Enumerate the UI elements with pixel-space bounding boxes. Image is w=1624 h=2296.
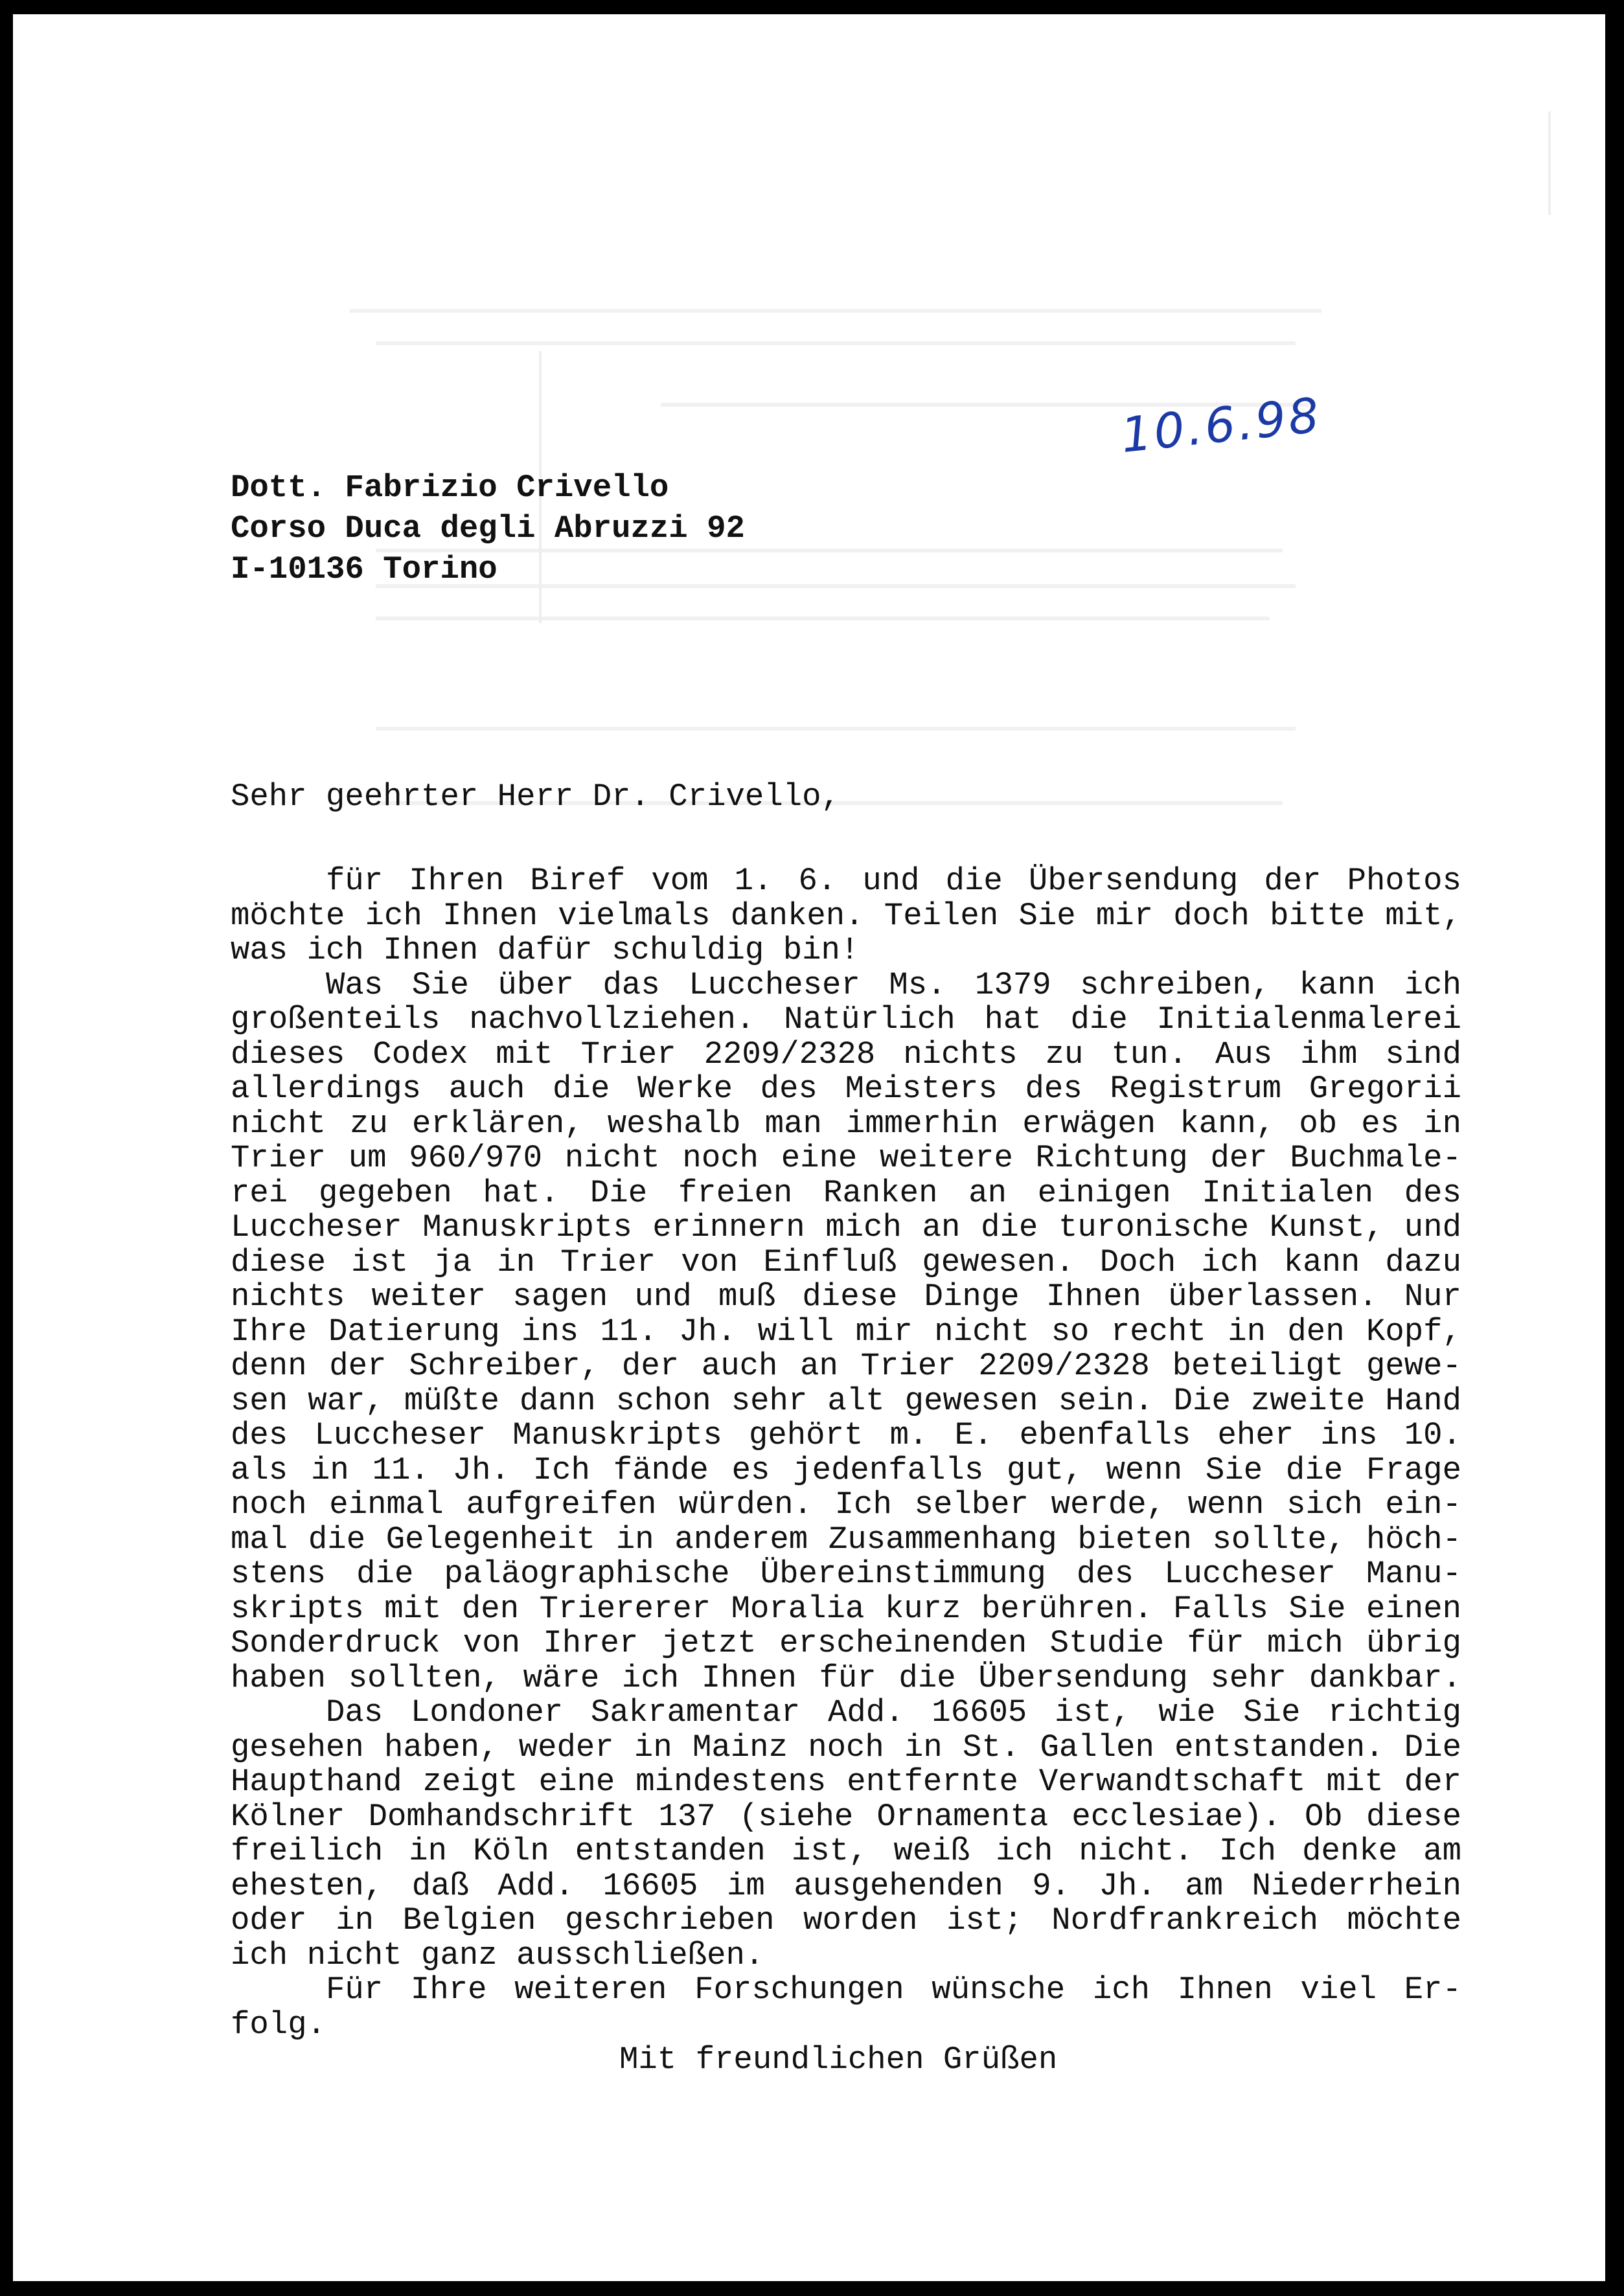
body-line: Haupthand zeigt eine mindestens entfernte Verwandtschaft mit der [231,1764,1461,1800]
body-line: ehesten, daß Add. 16605 im ausgehenden 9. Jh. am Niederrhein [231,1867,1461,1904]
body-line: Sonderdruck von Ihrer jetzt erscheinenden Studie für mich übrig [231,1625,1461,1661]
body-line: rei gegeben hat. Die freien Ranken an einigen Initialen des [231,1174,1461,1211]
body-line: mal die Gelegenheit in anderem Zusammenhang bieten sollte, höch- [231,1521,1461,1558]
body-line: nicht zu erklären, weshalb man immerhin erwägen kann, ob es in [231,1105,1461,1142]
body-line: folg. [231,2006,326,2043]
body-line: oder in Belgien geschrieben worden ist; Nordfrankreich möchte [231,1902,1461,1938]
closing-phrase: Mit freundlichen Grüßen [619,2041,1058,2078]
body-line: möchte ich Ihnen vielmals danken. Teilen Sie mir doch bitte mit, [231,897,1461,934]
body-line: Trier um 960/970 nicht noch eine weitere Richtung der Buchmale- [231,1140,1461,1176]
body-line: dieses Codex mit Trier 2209/2328 nichts zu tun. Aus ihm sind [231,1036,1461,1073]
body-line: freilich in Köln entstanden ist, weiß ich nicht. Ich denke am [231,1833,1461,1869]
body-line: allerdings auch die Werke des Meisters des Registrum Gregorii [231,1071,1461,1107]
body-line: gesehen haben, weder in Mainz noch in St. Gallen entstanden. Die [231,1729,1461,1766]
address-line-city: I-10136 Torino [231,551,497,587]
body-line: skripts mit den Triererer Moralia kurz berühren. Falls Sie einen [231,1590,1461,1627]
salutation: Sehr geehrter Herr Dr. Crivello, [231,779,840,815]
recipient-address [231,468,745,590]
address-line-street: Corso Duca degli Abruzzi 92 [231,510,745,547]
letter-body [231,864,1461,2042]
body-line: Für Ihre weiteren Forschungen wünsche ich Ihnen viel Er- [326,1972,1461,2008]
body-line: stens die paläographische Übereinstimmung des Luccheser Manu- [231,1556,1461,1592]
letter-page [13,14,1605,2281]
body-line: Luccheser Manuskripts erinnern mich an die turonische Kunst, und [231,1209,1461,1245]
body-line: Ihre Datierung ins 11. Jh. will mir nicht so recht in den Kopf, [231,1313,1461,1350]
body-line: großenteils nachvollziehen. Natürlich hat die Initialenmalerei [231,1001,1461,1038]
body-line: des Luccheser Manuskripts gehört m. E. ebenfalls eher ins 10. [231,1417,1461,1453]
body-line: Was Sie über das Luccheser Ms. 1379 schreiben, kann ich [326,966,1461,1003]
body-line: für Ihren Biref vom 1. 6. und die Übersendung der Photos [326,863,1461,899]
body-line: sen war, müßte dann schon sehr alt gewesen sein. Die zweite Hand [231,1382,1461,1419]
body-line: diese ist ja in Trier von Einfluß gewesen. Doch ich kann dazu [231,1244,1461,1280]
body-line: was ich Ihnen dafür schuldig bin! [231,932,860,968]
body-line: haben sollten, wäre ich Ihnen für die Übersendung sehr dankbar. [231,1659,1461,1696]
body-line: als in 11. Jh. Ich fände es jedenfalls gut, wenn Sie die Frage [231,1451,1461,1488]
handwritten-date: 10.6.98 [1118,387,1325,464]
address-line-name: Dott. Fabrizio Crivello [231,470,669,506]
body-line: nichts weiter sagen und muß diese Dinge Ihnen überlassen. Nur [231,1279,1461,1315]
body-line: denn der Schreiber, der auch an Trier 2209/2328 beteiligt gewe- [231,1348,1461,1384]
body-line: Das Londoner Sakramentar Add. 16605 ist, wie Sie richtig [326,1694,1461,1731]
body-line: noch einmal aufgreifen würden. Ich selber werde, wenn sich ein- [231,1486,1461,1523]
body-line: ich nicht ganz ausschließen. [231,1937,764,1973]
body-line: Kölner Domhandschrift 137 (siehe Ornamenta ecclesiae). Ob diese [231,1798,1461,1835]
